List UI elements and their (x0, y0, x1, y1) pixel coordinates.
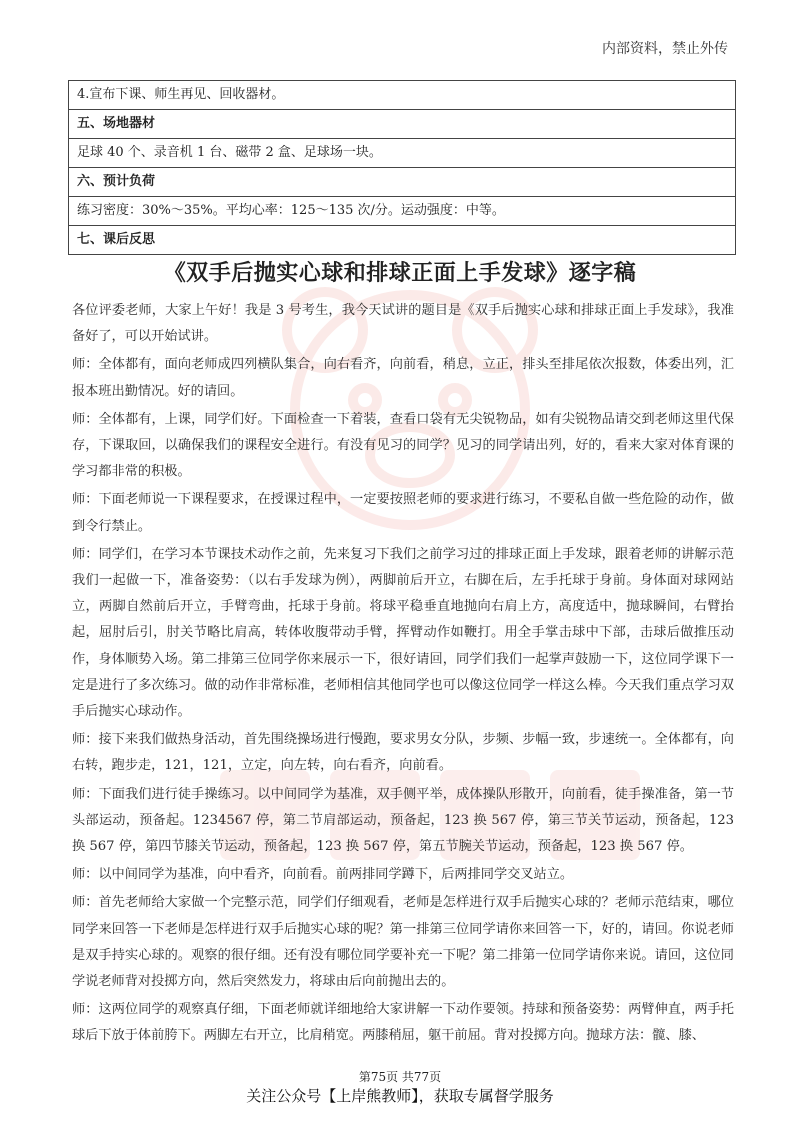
paragraph: 师：下面我们进行徒手操练习。以中间同学为基准，双手侧平举，成体操队形散开，向前看，徒手操准备，第一节头部运动，预备起。1234567 停，第二节肩部运动，预备起，123 换 567 停，第三节关节运动，预备起，123 换 567 停，第四节膝关节运动，预备起，123 换 567 停，第五节腕关节运动，预备起，123 换 567 停。 (72, 786, 734, 855)
plan-heading-reflection: 七、课后反思 (77, 232, 156, 247)
footer-promo: 关注公众号【上岸熊教师】，获取专属督学服务 (246, 1087, 554, 1105)
transcript-body (72, 298, 734, 1052)
lesson-plan-table (68, 80, 736, 255)
plan-row-equipment: 足球 40 个、录音机 1 台、磁带 2 盒、足球场一块。 (69, 139, 735, 168)
paragraph: 师：以中间同学为基准，向中看齐，向前看。前两排同学蹲下，后两排同学交叉站立。 (72, 867, 574, 883)
document-title: 《双手后抛实心球和排球正面上手发球》逐字稿 (163, 260, 637, 286)
paragraph: 师：这两位同学的观察真仔细，下面老师就详细地给大家讲解一下动作要领。持球和预备姿势：两臂伸直，两手托球后下放于体前胯下。两脚左右开立，比肩稍宽。两膝稍屈，躯干前屈。背对投掷方向。抛球方法：髋、膝、 (72, 1002, 734, 1044)
paragraph: 师：首先老师给大家做一个完整示范，同学们仔细观看，老师是怎样进行双手后抛实心球的？老师示范结束，哪位同学来回答一下老师是怎样进行双手后抛实心球的呢？第一排第三位同学请你来回答一下，好的，请回。你说老师是双手持实心球的。观察的很仔细。还有没有哪位同学要补充一下呢？第二排第一位同学请你来说。请回，这位同学说老师背对投掷方向，然后突然发力，将球由后向前抛出去的。 (72, 895, 734, 990)
paragraph: 师：全体都有，面向老师成四列横队集合，向右看齐，向前看，稍息，立正，排头至排尾依次报数，体委出列，汇报本班出勤情况。好的请回。 (72, 357, 734, 399)
paragraph: 师：接下来我们做热身活动，首先围绕操场进行慢跑，要求男女分队，步频、步幅一致，步速统一。全体都有，向右转，跑步走，121，121，立定，向左转，向右看齐，向前看。 (72, 732, 734, 774)
paragraph: 师：全体都有，上课，同学们好。下面检查一下着装，查看口袋有无尖锐物品，如有尖锐物品请交到老师这里代保存，下课取回，以确保我们的课程安全进行。有没有见习的同学？见习的同学请出列，好的，看来大家对体育课的学习都非常的积极。 (72, 411, 734, 480)
plan-row-dismissal: 4.宣布下课、师生再见、回收器材。 (69, 81, 735, 110)
plan-heading-equipment: 五、场地器材 (69, 110, 735, 139)
page-number: 第75页 共77页 (358, 1070, 442, 1084)
plan-row-load: 练习密度：30%～35%。平均心率：125～135 次/分。运动强度：中等。 (69, 197, 735, 226)
plan-heading-load: 六、预计负荷 (69, 168, 735, 197)
confidential-note: 内部资料，禁止外传 (602, 41, 728, 57)
paragraph: 师：同学们，在学习本节课技术动作之前，先来复习下我们之前学习过的排球正面上手发球，跟着老师的讲解示范我们一起做一下，准备姿势：（以右手发球为例），两脚前后开立，右脚在后，左手托球于身前。身体面对球网站立，两脚自然前后开立，手臂弯曲，托球于身前。将球平稳垂直地抛向右肩上方，高度适中，抛球瞬间，右臂抬起，屈肘后引，肘关节略比肩高，转体收腹带动手臂，挥臂动作如鞭打。用全手掌击球中下部，击球后做推压动作，身体顺势入场。第二排第三位同学你来展示一下，很好请回，同学们我们一起掌声鼓励一下，这位同学课下一定是进行了多次练习。做的动作非常标准，老师相信其他同学也可以像这位同学一样这么棒。今天我们重点学习双手后抛实心球动作。 (72, 546, 734, 720)
paragraph: 师：下面老师说一下课程要求，在授课过程中，一定要按照老师的要求进行练习，不要私自做一些危险的动作，做到令行禁止。 (72, 492, 734, 534)
paragraph-opening: 各位评委老师，大家上午好！我是 3 号考生，我今天试讲的题目是《双手后抛实心球和排球正面上手发球》，我准备好了，可以开始试讲。 (72, 303, 734, 345)
